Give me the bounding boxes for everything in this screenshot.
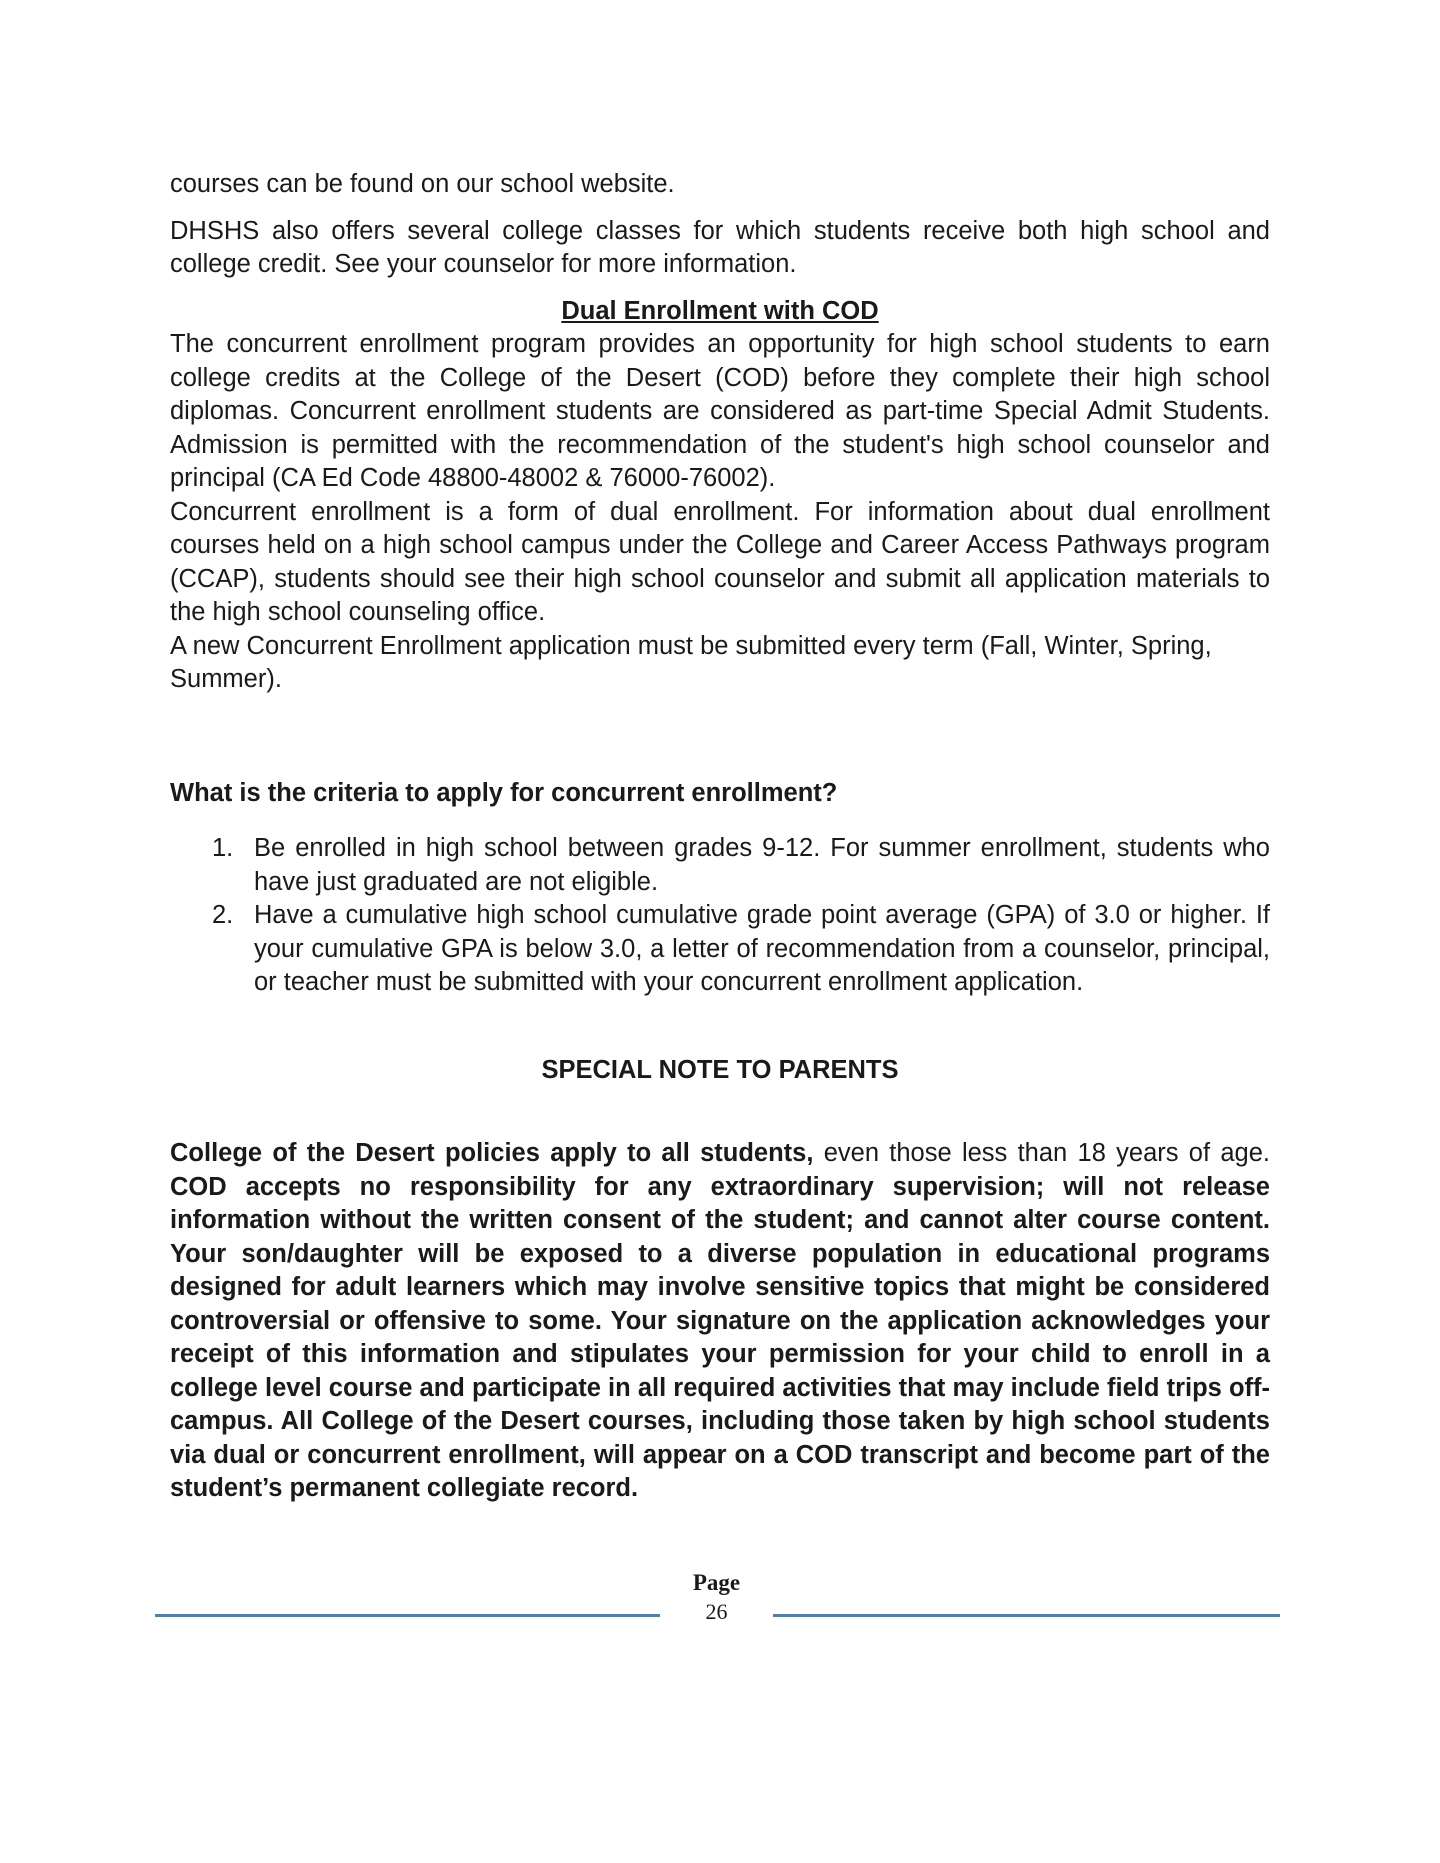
intro-line: courses can be found on our school website. bbox=[170, 170, 675, 198]
footer-rule-right bbox=[773, 1614, 1280, 1617]
footer-rule-left bbox=[155, 1614, 660, 1617]
page-footer bbox=[155, 1568, 1285, 1628]
special-note-bold-lead: College of the Desert policies apply to all students, bbox=[170, 1139, 814, 1167]
dual-enrollment-paragraph-1: The concurrent enrollment program provides an opportunity for high school students to earn college credits at the College of the Desert (COD) before they complete their high school diplomas. Concurrent enrollment students are considered as part-time Special Admit Students. Admission is permitted with the recommendation of the student's high school counselor and principal (CA Ed Code 48800-48002 & 76000-76002). bbox=[170, 330, 1270, 492]
special-note-heading: SPECIAL NOTE TO PARENTS bbox=[541, 1055, 899, 1084]
criteria-list-block bbox=[170, 832, 1270, 1000]
footer-page-label: Page bbox=[692, 1570, 741, 1595]
criteria-item-text: Have a cumulative high school cumulative grade point average (GPA) of 3.0 or higher. If your cumulative GPA is below 3.0, a letter of recommendation from a counselor, principal, or teacher must be submitted with your concurrent enrollment application. bbox=[254, 901, 1270, 996]
criteria-question: What is the criteria to apply for concurrent enrollment? bbox=[170, 778, 838, 807]
intro-paragraph: DHSHS also offers several college classes for which students receive both high school and college credit. See your counselor for more information. bbox=[170, 216, 1270, 278]
criteria-item-number: 1. bbox=[212, 834, 234, 862]
special-note-paragraph bbox=[170, 1137, 1270, 1506]
special-note-regular-text: even those less than 18 years of age. bbox=[813, 1139, 1270, 1167]
page-content bbox=[170, 168, 1270, 1506]
criteria-item bbox=[212, 832, 1270, 899]
dual-enrollment-paragraph-3: A new Concurrent Enrollment application must be submitted every term (Fall, Winter, Spring, Summer). bbox=[170, 631, 1212, 693]
criteria-list bbox=[170, 832, 1270, 1000]
special-note-bold-text: COD accepts no responsibility for any extraordinary supervision; will not release information without the written consent of the student; and cannot alter course content. Your son/daughter will be exposed to a diverse population in educational programs designed for adult learners which may involve sensitive topics that might be considered controversial or offensive to some. Your signature on the application acknowledges your receipt of this information and stipulates your permission for your child to enroll in a college level course and participate in all required activities that may include field trips off-campus. All College of the Desert courses, including those taken by high school students via dual or concurrent enrollment, will appear on a COD transcript and become part of the student’s permanent collegiate record. bbox=[170, 1172, 1270, 1502]
criteria-item bbox=[212, 899, 1270, 1000]
dual-enrollment-heading: Dual Enrollment with COD bbox=[561, 296, 879, 325]
dual-enrollment-paragraph-2: Concurrent enrollment is a form of dual enrollment. For information about dual enrollment courses held on a high school campus under the College and Career Access Pathways program (CCAP), students should see their high school counselor and submit all application materials to the high school counseling office. bbox=[170, 497, 1270, 626]
footer-page-number: 26 bbox=[705, 1599, 728, 1624]
criteria-item-text: Be enrolled in high school between grades 9-12. For summer enrollment, students who have just graduated are not eligible. bbox=[254, 834, 1270, 896]
criteria-item-number: 2. bbox=[212, 901, 234, 929]
